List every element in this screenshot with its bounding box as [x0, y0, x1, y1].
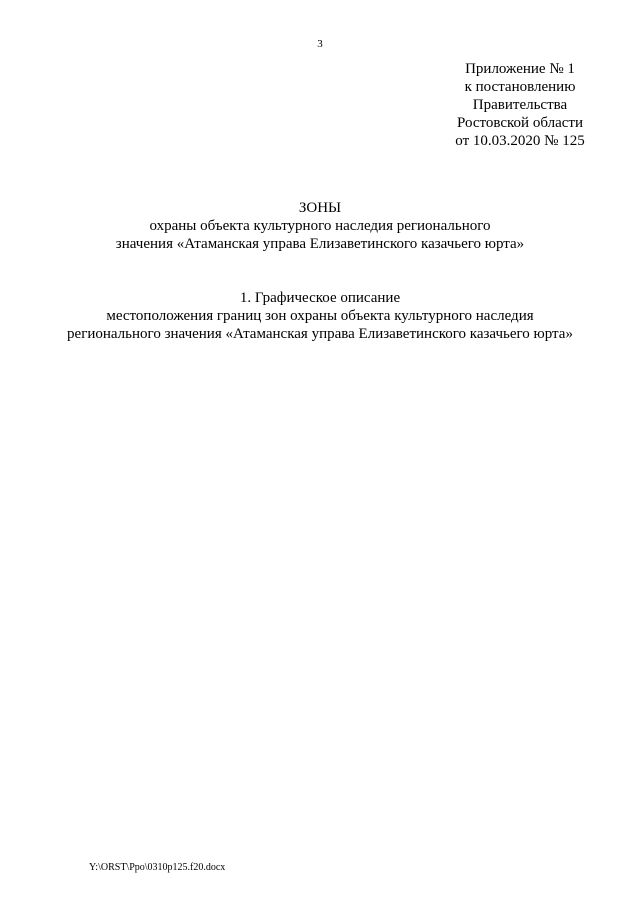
title-line-1: охраны объекта культурного наследия регионального	[149, 218, 491, 234]
footer-file-path: Y:\ORST\Ppo\0310p125.f20.docx	[89, 862, 226, 873]
appendix-title: Приложение № 1	[465, 61, 575, 77]
title-heading: ЗОНЫ	[298, 200, 342, 216]
appendix-block	[440, 60, 600, 150]
appendix-region: Ростовской области	[457, 115, 583, 131]
section-heading-block	[0, 289, 640, 343]
document-title	[0, 199, 640, 253]
appendix-authority: Правительства	[472, 97, 568, 113]
section-line-1: местоположения границ зон охраны объекта культурного наследия	[106, 308, 534, 324]
page-number: 3	[317, 38, 323, 50]
title-line-2: значения «Атаманская управа Елизаветинского казачьего юрта»	[115, 236, 525, 252]
section-line-2: регионального значения «Атаманская управа Елизаветинского казачьего юрта»	[67, 326, 573, 342]
appendix-date-number: от 10.03.2020 № 125	[455, 133, 585, 149]
appendix-reference: к постановлению	[464, 79, 576, 95]
section-heading: 1. Графическое описание	[239, 290, 401, 306]
